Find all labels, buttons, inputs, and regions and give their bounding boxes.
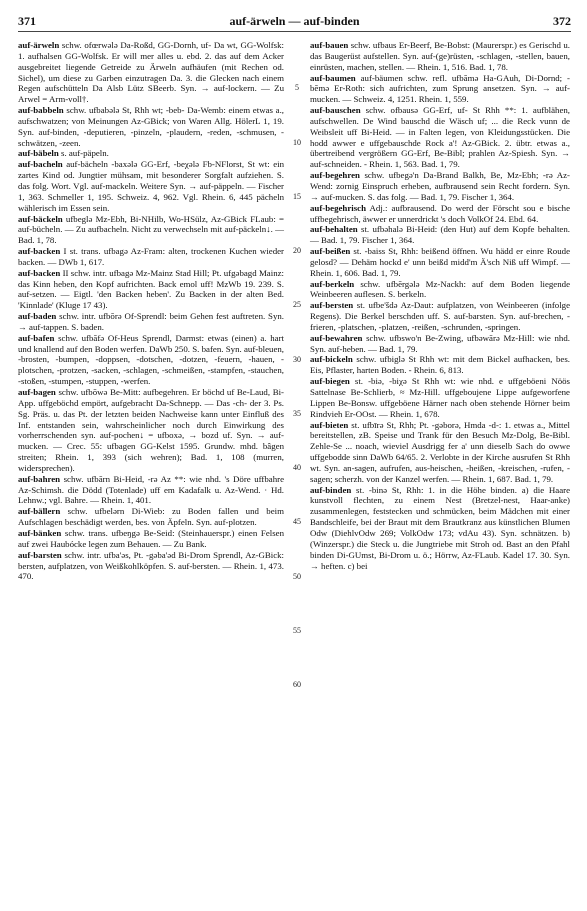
entry-text: schw. ufbāfə Of-Heus Sprendl, Darmst: etwas (einen) a. hart und knallend auf den Boden werfen. DaWb 250. S. bafen. Syn. auf-bleuen, -brosten, -bumpen, -doppsen, -dotschen, -dotzen, -feuern, -hauen, -plotschen, -protzen, -sacken, -schlagen, -schmeißen, -stampfen, -stauchen, -stoßen, -stumpen, -stuppen, -werfen.: [18, 332, 284, 387]
dictionary-entry: [310, 279, 570, 301]
line-number: 60: [293, 680, 301, 690]
entry-lemma: auf-ärweln: [18, 40, 60, 50]
entry-lemma: auf-bersten: [310, 300, 354, 311]
dictionary-entry: [18, 105, 284, 148]
entry-lemma: auf-baumen: [310, 72, 356, 83]
entry-text: schw. intr. ufbōrə Of-Sprendl: beim Gehen fest auftreten. Syn. → auf-tappen. S. baden.: [18, 311, 284, 332]
dictionary-entry: [310, 203, 570, 225]
entry-lemma: auf-babbeln: [18, 105, 64, 116]
dictionary-entry: [18, 40, 284, 105]
line-number: 5: [295, 83, 299, 93]
dictionary-entry: [18, 246, 284, 268]
entry-text: schw. ufbaus Er-Beerf, Be-Bobst: (Maurerspr.) es Gerischd u. das Baugerüst aufstellen. Syn. auf-(ge)rüsten, -schlagen, -stellen, bauen, einrüsten, machen, stellen. — Rhein. 1, 516. Bad. 1, 78.: [310, 40, 570, 72]
entry-lemma: auf-begehrisch: [310, 202, 367, 213]
page-header: [18, 14, 571, 30]
dictionary-entry: [310, 333, 570, 355]
entry-text: schw. intr. ufba'əs, Pt. -gəba'əd Bi-Drom Sprendl, Az-GBick: bersten, aufplatzen, von Weißkohlköpfen. S. auf-bersten. — Rhein. 1, 473. 470.: [18, 549, 284, 582]
dictionary-entry: [310, 485, 570, 572]
page-number-left: 371: [18, 14, 36, 28]
entry-lemma: auf-bauen: [310, 40, 349, 50]
entry-text: schw. ufbārn Bi-Heid, -rə Az **: wie nhd. 's Döre uffbahre Az-Schimsh. die Dödd (Totenlade) uff em Kadafalk u. Az-Wend. · Hd. Lehnw.; vgl. Bahre. — Rhein. 1, 401.: [18, 473, 284, 506]
dictionary-entry: [18, 506, 284, 528]
entry-text: schw. ufbswo'n Be-Zwing, ufbəwārə Mz-Hill: wie nhd. Syn. auf-heben. — Bad. 1, 79.: [310, 332, 570, 354]
entry-text: schw. ufbiglə St Rhh wt: mit dem Bickel aufhacken, bes. Eis, Pflaster, harten Boden. - Rhein. 6, 813.: [310, 354, 570, 376]
entry-lemma: auf-bafen: [18, 332, 55, 343]
entry-text: schw. ofbausə GG-Erf, uf- St Rhh **: 1. aufblähen, aufschwellen. De Wind bauschd die Wäsch uf; ... die Reck vunn de Weibsleit uff Bi-Heid. — in Falten legen, von Kleidungsstücken. Die hodd awwer e uffgebauschde Rock a'! Az-GBick. 2. übtr. etwas a., übertreibend vergrößern GG-Erf, Be-Bibl; prahlen Az-Spiesh. Syn. → auf-schneiden. - Rhein. 1, 563. Bad. 1, 79.: [310, 105, 570, 170]
entry-text: s. auf-päpeln.: [58, 148, 109, 159]
line-number: 45: [293, 517, 301, 527]
running-title: auf-ärweln — auf-binden: [229, 14, 360, 28]
dictionary-entry: [18, 311, 284, 333]
entry-text: auf-bäumen schw. refl. ufbāmə Ha-GAuh, Di-Dornd; -bēmə Er-Roth: sich aufrichten, zum Sprung ansetzen. Syn. → auf-mucken. — Schweiz. 4, 1251. Rhein. 1, 559.: [310, 72, 570, 105]
entry-lemma: auf-binden: [310, 484, 352, 495]
line-number: 40: [293, 463, 301, 473]
entry-text: st. -binə St, Rhh: 1. in die Höhe binden. a) die Haare kunstvoll flechten, zu einem Nest (Bretzel-nest, Haar-anke) zusammenlegen, feststecken und schmücken, beim Mädchen mit einer Bandschleife, bei der Braut mit dem Brautkranz aus künstlichen Blumen Odw (DiehlvOdw 269; VolkOdw 173; vdAu 43). Syn. schnätzen. b) (Winzerspr.) die Steck u. die Jungtriebe mit Stroh od. Bast an den Pfahl binden Di-GUmst, Bi-Drom u. ö.; Hörrw, Az-FLaub. Kadel 17. 30. Syn. → heften. c) bei: [310, 484, 570, 571]
header-rule: [18, 31, 571, 32]
entry-text: st. ufbəhalə Bi-Heid: (den Hut) auf dem Kopfe behalten. — Bad. 1, 79. Fischer 1, 364.: [310, 224, 570, 246]
line-number: 20: [293, 246, 301, 256]
dictionary-entry: [310, 224, 570, 246]
entry-lemma: auf-barsten: [18, 549, 62, 560]
dictionary-entry: [310, 420, 570, 485]
dictionary-entry: [310, 73, 570, 106]
entry-text: schw. ufbegə'n Da-Brand Balkh, Be, Mz-Ebh; -rə Az-Wend: zornig Einspruch erheben, aufbrausend sein Recht fordern. Syn. → auf-mucken. S. das folg. — Bad. 1, 79. Fischer 1, 364.: [310, 170, 570, 202]
entry-lemma: auf-bänken: [18, 527, 62, 538]
line-number: 30: [293, 354, 301, 364]
entry-text: auf-bächeln -baxələ GG-Erf, -beχələ Fb-NFlorst, St wt: ein zartes Kind od. Jungtier mühsam, mit besonderer Sorgfalt aufziehen. S. das folg. Wort. Vgl. auf-mackeln. Weitere Syn. → auf-päppeln. — Fischer 1, 363. Schmeller 1, 195. Schweiz. 4, 962. Vgl. Rhein. 6, 445 pächeln wählerisch im Essen sein.: [18, 159, 284, 213]
dictionary-entry: [310, 354, 570, 376]
entry-lemma: auf-bagen: [18, 387, 56, 397]
entry-lemma: auf-bacheln: [18, 159, 63, 170]
line-number: 50: [293, 571, 301, 581]
entry-text: st. -biə, -biχə St Rhh wt: wie nhd. e uffgeböeni Nöös Sattelnase Be-Schlierb, ≈ Mz-Hill. uffgebouјene Lippe aufgeworfene Lippen Be-Bonsw. uffgeböene Härner nach oben stehende Hörner beim Rindvieh Er-OOst. — Rhein. 1, 678.: [310, 376, 570, 419]
dictionary-entry: [18, 550, 284, 583]
entry-lemma: auf-beißen: [310, 246, 351, 257]
dictionary-entry: [310, 40, 570, 73]
entry-text: st. -baiss St, Rhh: beißend öffnen. Wu hädd er einre Roude gelosd? — Dehäm hockd e' unn beißd midd'm Ä'sch Niß uff Wimpf. — Rhein. 1, 606. Bad. 1, 79.: [310, 246, 570, 278]
line-number: 35: [293, 408, 301, 418]
dictionary-entry: [18, 214, 284, 247]
entry-lemma: auf-bäckeln: [18, 213, 63, 224]
entry-lemma: auf-bickeln: [310, 354, 353, 365]
line-number: 15: [293, 191, 301, 201]
dictionary-entry: [310, 376, 570, 419]
entry-lemma: auf-bahren: [18, 473, 61, 484]
entry-lemma: auf-berkeln: [310, 278, 355, 289]
line-number: 10: [293, 137, 301, 147]
line-number: 25: [293, 300, 301, 310]
entry-text: schw. ufbērgələ Mz-Nackh: auf dem Boden liegende Weinbeeren auflesen. S. berkeln.: [310, 278, 570, 300]
dictionary-entry: [18, 528, 284, 550]
entry-lemma: auf-bewahren: [310, 332, 363, 343]
entry-text: schw. trans. ufbeŋgə Be-Seid: (Steinhauerspr.) einen Felsen auf zwei Haubócke legen zum Behauen. — Zu Bank.: [18, 527, 284, 549]
dictionary-entry: [310, 170, 570, 203]
entry-lemma: auf-bauschen: [310, 105, 361, 116]
entry-text: st. ufbe'šdə Az-Daut: aufplatzen, von Weinbeeren (infolge Regens). Die Berkel berschden uff. S. auf-barsten. Syn. auf-brechen, -frieren, -platschen, -platzen, -reißen, -schrunden, -springen.: [310, 300, 570, 332]
entry-lemma: auf-behalten: [310, 224, 358, 235]
entry-lemma: auf-biegen: [310, 376, 350, 387]
dictionary-entry: [310, 105, 570, 170]
entry-lemma: auf-baden: [18, 311, 57, 322]
entry-text: schw. ufbelərn Di-Wieb: zu Boden fallen und beim Aufschlagen beschädigt werden, bes. von Äpfeln. Syn. auf-plotzen.: [18, 506, 284, 528]
dictionary-entry: [18, 148, 284, 159]
dictionary-entry: [18, 268, 284, 311]
entry-lemma: auf-bäbeln: [18, 148, 59, 159]
dictionary-entry: [310, 300, 570, 333]
entry-lemma: auf-bällern: [18, 506, 61, 517]
page-number-right: 372: [553, 14, 571, 28]
entry-text: II schw. intr. ufbagə Mz-Mainz Stad Hill; Pt. ufgəbagd Mainz: das Kinn heben, den Kopf aufrichten. Back emol uff! MzWb 19. 239. S. auf-setzen. — Eigtl. 'den Backen heben'. Zu Backen in der alten Bed. 'Kinnlade' (Kluge 17 43).: [18, 267, 284, 311]
right-column: [310, 40, 570, 571]
line-number: 55: [293, 625, 301, 635]
entry-lemma: auf-backen: [18, 267, 61, 278]
entry-text: Adj.: aufbrausend. Do werd der Förscht sou e bische uffbegehrisch, äwwer er unnerdrickt 's doch VolkOf 24. Ebd. 64.: [310, 202, 570, 224]
dictionary-entry: [18, 474, 284, 507]
entry-lemma: auf-begehren: [310, 170, 360, 181]
dictionary-entry: [18, 387, 284, 474]
dictionary-entry: [18, 333, 284, 387]
entry-text: schw. ofœrwələ Da-Roßd, GG-Dornh, uf- Da wt, GG-Wolfsk: 1. aufhalsen GG-Wolfsk. Er will mer alles u. ebd. 2. das auf dem Acker ausgebreitet liegende Getreide zu Ärweln aufhäufen (mit Rechen od. Sichel), um diese zu Garben einzutragen Da. 3. die Glecken nach einem Regen aufschütteln Da Alsb Lütz SBeerb. Syn. → auf-lockern. — Zu Arwel = Arm-voll†.: [18, 40, 284, 105]
entry-text: schw. ufbōwə Be-Mitt: aufbegehren. Er böchd uf Be-Laud, Bi-App. uffgeböchd empört, aufgebracht Da-Schnepp. — Das -ch- der 3. Ps. Sg. Präs. u. das Pt. der letzten beiden Nachweise kann unter Einfluß des Inf. entstanden sein, wahrscheinlicher noch durch Einwirkung des vorherrschenden syn. auf-pochen↓ = ufboxə, → bozd uf. Syn. → auf-mucken. — Crec. 55: ufbagen GG-Kelst 1595. Grundw. mhd. bâgen streiten; Rhein. 1, 393 (sich wehren); Bad. 1, 108 (murren, widersprechen).: [18, 387, 284, 473]
entry-text: st. ufbīrə St, Rhh; Pt. -gəborə, Hmda -d-: 1. etwas a., Mittel bereitstellen, zB. Speise und Trank für den Besuch Mz-Dolg, Be-Bibl. Zehle-Se ... noach, wieviel Ausdrigg fer a' unn dieselb Sach do owwe uffgebodde sinn DaWb 64/65. 2. Verlobte in der Kirche ausrufen St Rhh wt. Syn. an-sagen, aufrufen, aus-heischen, -heißen, -kreischen, -rufen, -sagen; scherzh. von der Kanzel werfen. — Rhein. 1, 687. Bad. 1, 79.: [310, 419, 570, 484]
entry-lemma: auf-backen: [18, 246, 61, 257]
entry-text: I st. trans. ufbagə Az-Fram: alten, trockenen Kuchen wieder backen. — DWb 1, 617.: [18, 246, 284, 267]
entry-lemma: auf-bieten: [310, 419, 349, 430]
entry-text: schw. ufbabələ St, Rhh wt; -beb- Da-Wemb: einem etwas a., aufschwatzen; von Meinungen Az-GBick; von Waren Allg. HölerL 1, 19. Syn. auf-binden, -deputieren, -pinzeln, -plaudern, -reden, -schmusen, -schwätzen, -zeen.: [18, 105, 284, 148]
entry-text: ufbeglə Mz-Ebh, Bi-NHilb, Wo-HSülz, Az-GBick FLaub: = auf-bücheln. — Zu aufbacheln. Nicht zu verwechseln mit auf-päckeln↓. — Bad. 1, 78.: [18, 213, 284, 246]
dictionary-entry: [18, 159, 284, 213]
dictionary-entry: [310, 246, 570, 279]
left-column: [18, 40, 284, 582]
